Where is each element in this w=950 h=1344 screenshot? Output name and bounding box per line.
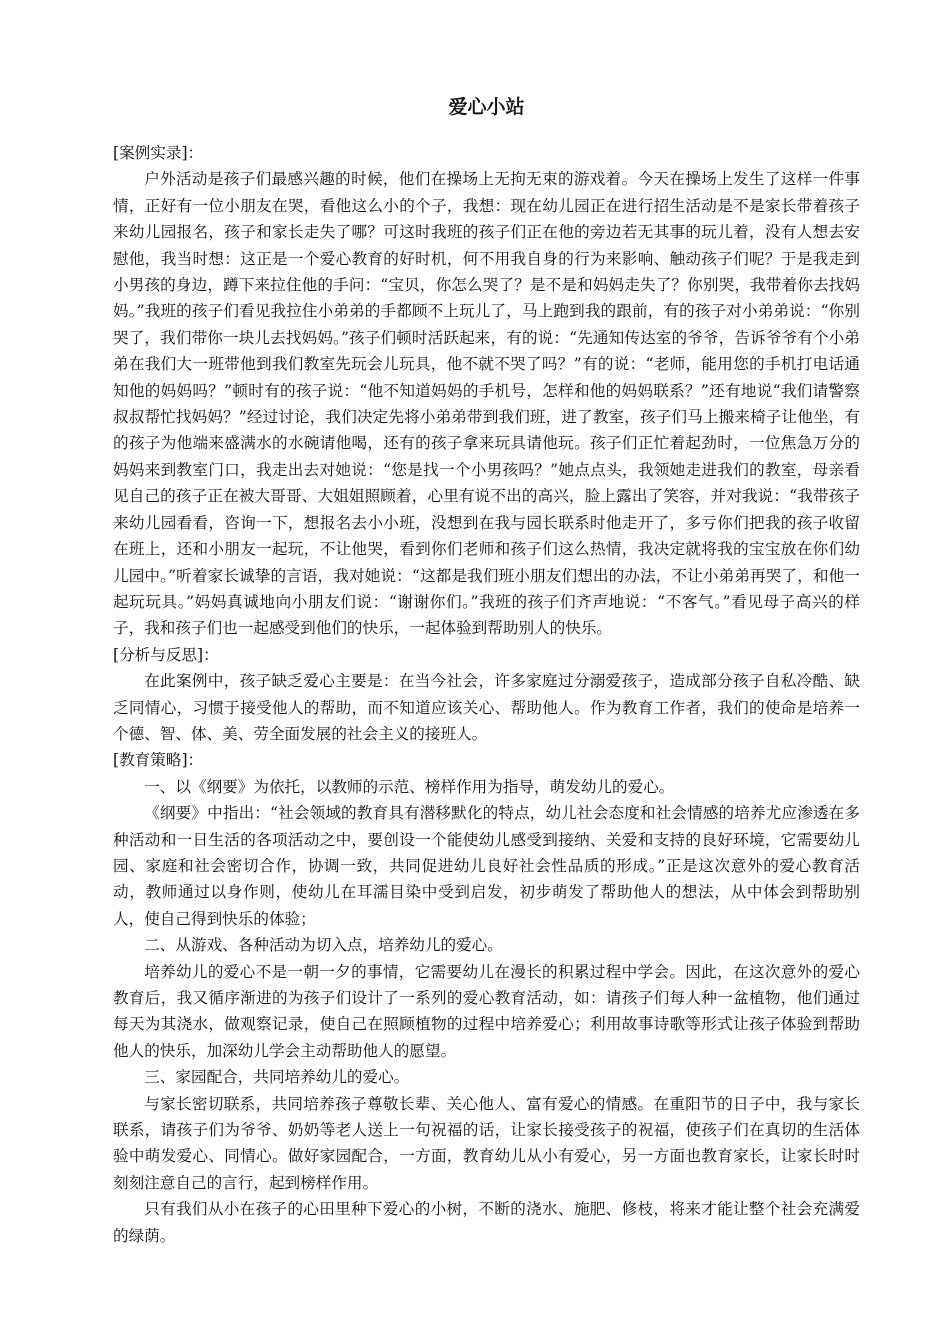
strategy-1-title: 一、以《纲要》为依托，以教师的示范、榜样作用为指导，萌发幼儿的爱心。 — [144, 777, 675, 796]
strategy-2-title: 二、从游戏、各种活动为切入点，培养幼儿的爱心。 — [144, 936, 503, 955]
analysis-heading: [分析与反思]： — [113, 645, 219, 664]
strategy-1-body: 《纲要》中指出：“社会领域的教育具有潜移默化的特点，幼儿社会态度和社会情感的培养尤应渗透在多种活动和一日生活的各项活动之中，要创设一个能使幼儿感受到接纳、关爱和支持的良好环境，它需要幼儿园、家庭和社会密切合作，协调一致，共同促进幼儿良好社会性品质的形成。”正是这次意外的爱心教育活动，教师通过以身作则，使幼儿在耳濡目染中受到启发，初步萌发了帮助他人的想法，从中体会到帮助别人，使自己得到快乐的体验； — [113, 804, 860, 928]
strategy-3-title: 三、家园配合，共同培养幼儿的爱心。 — [144, 1068, 410, 1087]
case-record-heading: [案例实录]： — [113, 144, 204, 162]
strategy-heading: [教育策略]： — [113, 751, 204, 770]
strategy-2-body: 培养幼儿的爱心不是一朝一夕的事情，它需要幼儿在漫长的积累过程中学会。因此，在这次意外的爱心教育后，我又循序渐进的为孩子们设计了一系列的爱心教育活动，如：请孩子们每人种一盆植物，他们通过每天为其浇水，做观察记录，使自己在照顾植物的过程中培养爱心；利用故事诗歌等形式让孩子体验到帮助他人的快乐，加深幼儿学会主动帮助他人的愿望。 — [113, 962, 860, 1060]
document-title: 爱心小站 — [448, 96, 525, 118]
case-record-paragraph: 户外活动是孩子们最感兴趣的时候，他们在操场上无拘无束的游戏着。今天在操场上发生了这样一件事情，正好有一位小朋友在哭，看他这么小的个子，我想：现在幼儿园正在进行招生活动是不是家长带着孩子来幼儿园报名，孩子和家长走失了哪？可这时我班的孩子们正在他的旁边若无其事的玩儿着，没有人想去安慰他，我当时想：这正是一个爱心教育的好时机，何不用我自身的行为来影响、触动孩子们呢？于是我走到小男孩的身边，蹲下来拉住他的手问：“宝贝，你怎么哭了？是不是和妈妈走失了？你别哭，我带着你去找妈妈。”我班的孩子们看见我拉住小弟弟的手都顾不上玩儿了，马上跑到我的跟前，有的孩子对小弟弟说：“你别哭了，我们带你一块儿去找妈妈。”孩子们顿时活跃起来，有的说：“先通知传达室的爷爷，告诉爷爷有个小弟弟在我们大一班带他到我们教室先玩会儿玩具，他不就不哭了吗？”有的说：“老师，能用您的手机打电话通知他的妈妈吗？”顿时有的孩子说：“他不知道妈妈的手机号，怎样和他的妈妈联系？”还有地说“我们请警察叔叔帮忙找妈妈？”经过讨论，我们决定先将小弟弟带到我们班，进了教室，孩子们马上搬来椅子让他坐，有的孩子为他端来盛满水的水碗请他喝，还有的孩子拿来玩具请他玩。孩子们正忙着起劲时，一位焦急万分的妈妈来到教室门口，我走出去对她说：“您是找一个小男孩吗？”她点点头，我领她走进我们的教室，母亲看见自己的孩子正在被大哥哥、大姐姐照顾着，心里有说不出的高兴，脸上露出了笑容，并对我说：“我带孩子来幼儿园看看，咨询一下，想报名去小小班，没想到在我与园长联系时他走开了，多亏你们把我的孩子收留在班上，还和小朋友一起玩，不让他哭，看到你们老师和孩子们这么热情，我决定就将我的宝宝放在你们幼儿园中。”听着家长诚挚的言语，我对她说：“这都是我们班小朋友们想出的办法，不让小弟弟再哭了，和他一起玩玩具。”妈妈真诚地向小朋友们说：“谢谢你们。”我班的孩子们齐声地说：“不客气。”看见母子高兴的样子，我和孩子们也一起感受到他们的快乐，一起体验到帮助别人的快乐。 — [113, 170, 860, 638]
analysis-paragraph: 在此案例中，孩子缺乏爱心主要是：在当今社会，许多家庭过分溺爱孩子，造成部分孩子自私冷酷、缺乏同情心，习惯于接受他人的帮助，而不知道应该关心、帮助他人。作为教育工作者，我们的使命是培养一个德、智、体、美、劳全面发展的社会主义的接班人。 — [113, 672, 860, 743]
document-page — [113, 94, 860, 1249]
strategy-3-body: 与家长密切联系，共同培养孩子尊敬长辈、关心他人、富有爱心的情感。在重阳节的日子中，我与家长联系，请孩子们为爷爷、奶奶等老人送上一句祝福的话，让家长接受孩子的祝福，使孩子们在真切的生活体验中萌发爱心、同情心。做好家园配合，一方面，教育幼儿从小有爱心，另一方面也教育家长，让家长时时刻刻注意自己的言行，起到榜样作用。 — [113, 1094, 860, 1192]
closing-paragraph: 只有我们从小在孩子的心田里种下爱心的小树，不断的浇水、施肥、修枝，将来才能让整个社会充满爱的绿荫。 — [113, 1200, 860, 1245]
